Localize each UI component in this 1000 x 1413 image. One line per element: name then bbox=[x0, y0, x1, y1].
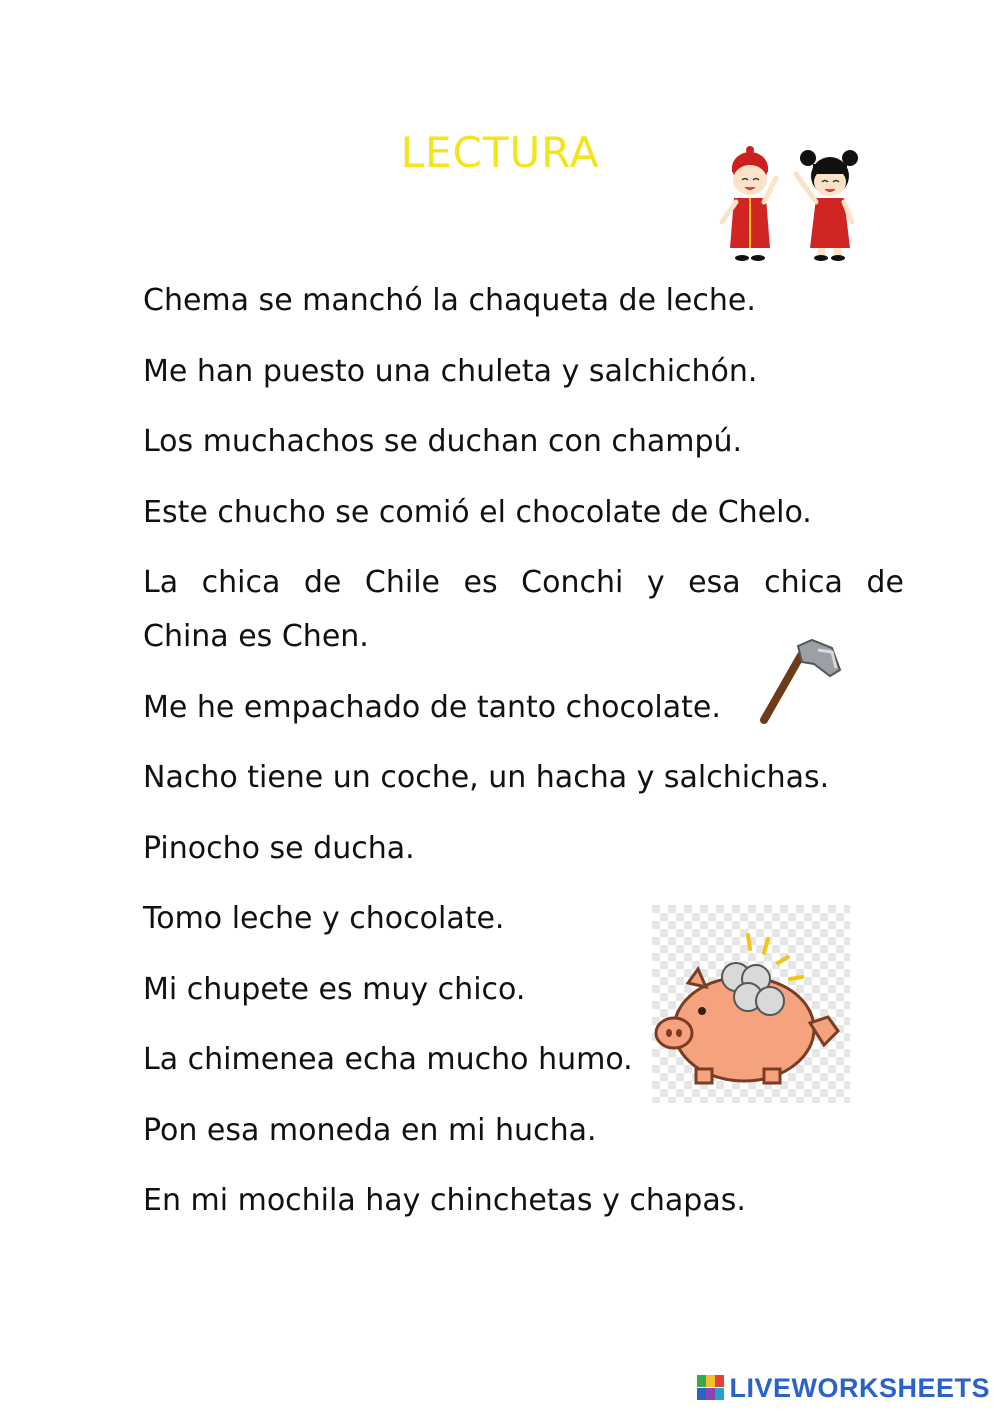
text-line: En mi mochila hay chinchetas y chapas. bbox=[143, 1183, 746, 1218]
text-line: Chema se manchó la chaqueta de leche. bbox=[143, 283, 756, 318]
children-illustration bbox=[712, 140, 862, 262]
piggy-bank-illustration bbox=[652, 905, 850, 1103]
text-line: Los muchachos se duchan con champú. bbox=[143, 424, 743, 459]
watermark-text: LIVEWORKSHEETS bbox=[729, 1372, 990, 1403]
page-title: LECTURA bbox=[400, 128, 600, 177]
text-line: Este chucho se comió el chocolate de Chelo. bbox=[143, 495, 812, 530]
text-line: La chimenea echa mucho humo. bbox=[143, 1042, 633, 1077]
text-line: Pon esa moneda en mi hucha. bbox=[143, 1113, 597, 1148]
text-line: Nacho tiene un coche, un hacha y salchichas. bbox=[143, 760, 830, 795]
girl-figure bbox=[796, 150, 858, 261]
axe-illustration bbox=[752, 636, 848, 728]
liveworksheets-logo-icon bbox=[697, 1375, 725, 1401]
watermark bbox=[697, 1371, 990, 1405]
text-line: Mi chupete es muy chico. bbox=[143, 972, 526, 1007]
text-line: La chica de Chile es Conchi y esa chica de bbox=[143, 565, 904, 600]
text-line: Pinocho se ducha. bbox=[143, 831, 415, 866]
text-line: China es Chen. bbox=[143, 619, 369, 654]
boy-figure bbox=[722, 146, 776, 261]
text-line: Me han puesto una chuleta y salchichón. bbox=[143, 354, 758, 389]
text-line: Tomo leche y chocolate. bbox=[143, 901, 505, 936]
text-line: Me he empachado de tanto chocolate. bbox=[143, 690, 721, 725]
